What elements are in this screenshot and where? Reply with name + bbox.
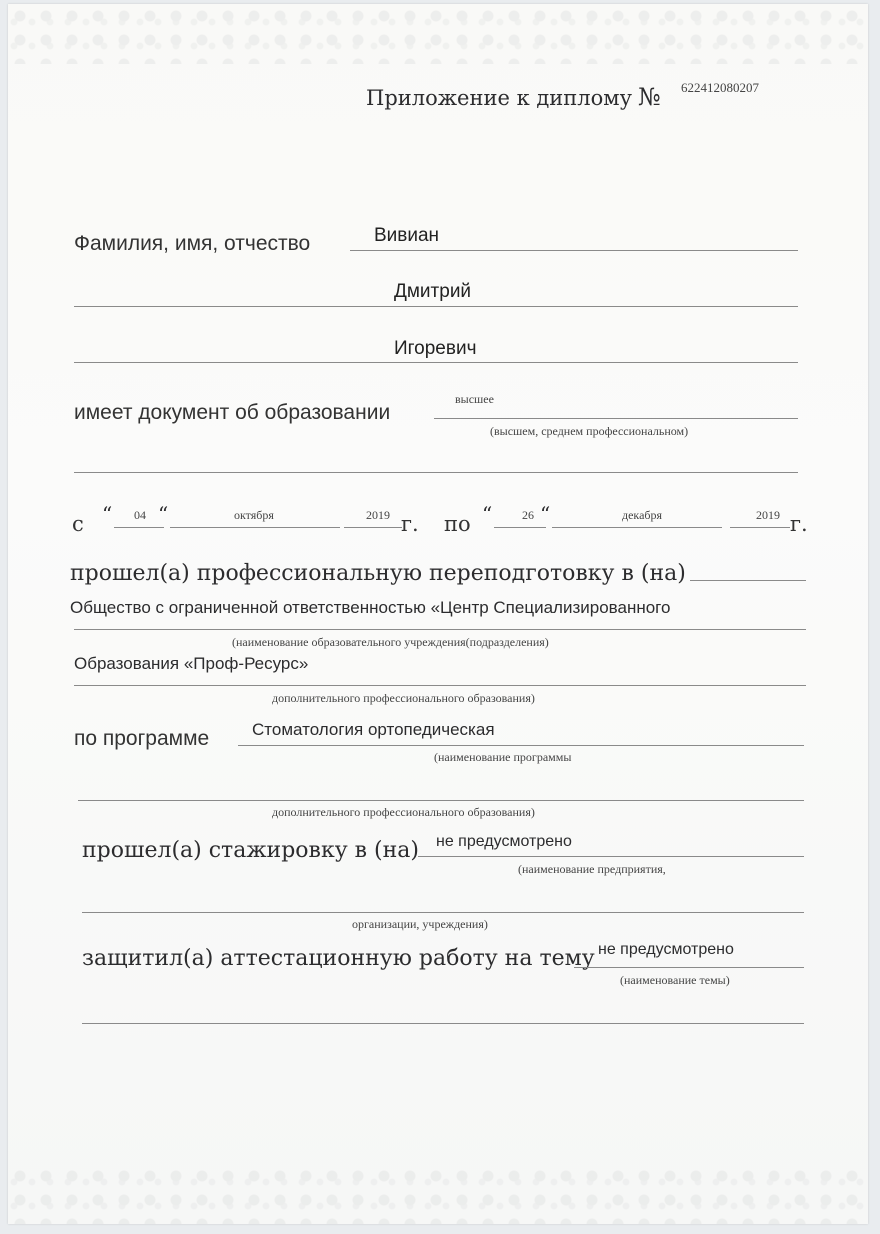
to-day-line	[494, 527, 546, 528]
to-month-line	[552, 527, 722, 528]
first-name-line	[74, 306, 798, 307]
internship-value: не предусмотрено	[436, 833, 572, 850]
to-year-value: 2019	[756, 508, 780, 522]
from-year-value: 2019	[366, 508, 390, 522]
from-year-line	[344, 527, 402, 528]
internship-line	[418, 856, 804, 857]
thesis-extra-line	[82, 1023, 804, 1024]
from-day-value: 04	[134, 508, 146, 522]
retraining-hint2: дополнительного профессионального образования)	[272, 691, 535, 705]
surname-value: Вивиан	[374, 225, 440, 246]
program-extra-line	[78, 800, 804, 801]
thesis-line	[574, 967, 804, 968]
from-month-value: октября	[234, 508, 274, 522]
internship-label: прошел(а) стажировку в (на)	[82, 838, 419, 863]
patronymic-line	[74, 362, 798, 363]
thesis-value: не предусмотрено	[598, 941, 734, 958]
education-line	[434, 418, 798, 419]
number-sign: №	[638, 83, 661, 111]
retraining-label: прошел(а) профессиональную переподготовку в (на)	[70, 561, 686, 586]
from-close-quote: “	[158, 502, 169, 526]
full-name-label: Фамилия, имя, отчество	[74, 232, 311, 255]
internship-hint2: организации, учреждения)	[352, 917, 488, 931]
program-label: по программе	[74, 727, 210, 750]
diploma-appendix-page	[8, 4, 868, 1224]
program-hint2: дополнительного профессионального образования)	[272, 805, 535, 819]
education-extra-line	[74, 472, 798, 473]
education-label: имеет документ об образовании	[74, 401, 391, 424]
to-month-value: декабря	[622, 508, 663, 522]
education-hint: (высшем, среднем профессиональном)	[490, 424, 689, 438]
education-value: высшее	[455, 392, 494, 406]
document-title: Приложение к диплому	[366, 86, 632, 110]
to-open-quote: “	[482, 502, 493, 526]
from-year-suffix: г.	[401, 512, 419, 536]
bottom-ornament	[8, 1164, 868, 1224]
internship-extra-line	[82, 912, 804, 913]
retraining-label-line	[690, 580, 806, 581]
from-month-line	[170, 527, 340, 528]
retraining-org-line2-underline	[74, 685, 806, 686]
surname-line	[350, 250, 798, 251]
period-from-prefix: с	[72, 512, 84, 536]
internship-hint1: (наименование предприятия,	[518, 862, 666, 876]
from-day-line	[114, 527, 164, 528]
from-open-quote: “	[102, 502, 113, 526]
program-line	[238, 745, 804, 746]
diploma-number: 622412080207	[681, 80, 759, 95]
program-hint1: (наименование программы	[434, 750, 572, 764]
thesis-label: защитил(а) аттестационную работу на тему	[82, 946, 595, 971]
top-ornament	[8, 4, 868, 64]
to-year-suffix: г.	[790, 512, 808, 536]
program-value: Стоматология ортопедическая	[252, 720, 495, 739]
to-day-value: 26	[522, 508, 534, 522]
retraining-hint1: (наименование образовательного учреждения(подразделения)	[232, 635, 549, 649]
to-year-line	[730, 527, 790, 528]
thesis-hint: (наименование темы)	[620, 973, 730, 987]
period-to-prefix: по	[444, 512, 471, 536]
to-close-quote: “	[540, 502, 551, 526]
patronymic-value: Игоревич	[394, 338, 477, 359]
retraining-org-line1: Общество с ограниченной ответственностью «Центр Специализированного	[70, 598, 671, 617]
retraining-org-line2: Образования «Проф-Ресурс»	[74, 654, 309, 673]
first-name-value: Дмитрий	[394, 281, 472, 302]
retraining-org-line1-underline	[74, 629, 806, 630]
